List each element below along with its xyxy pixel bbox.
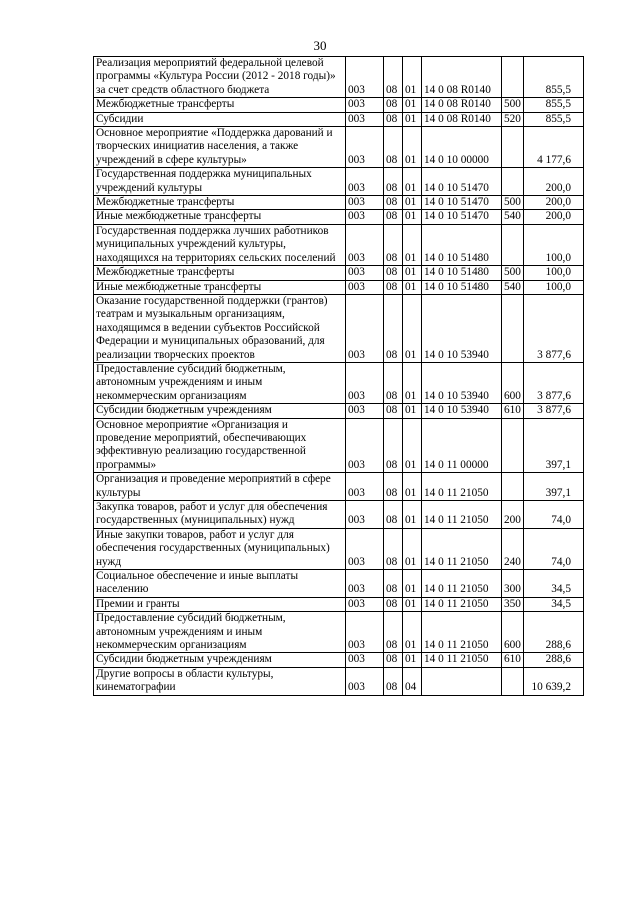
row-grbs-code: 003: [346, 168, 384, 196]
row-expense-type-code: 500: [502, 266, 524, 280]
row-grbs-code: 003: [346, 112, 384, 126]
table-row: [94, 210, 584, 224]
row-target-article-code: 14 0 10 53940: [422, 404, 502, 418]
row-amount: 200,0: [524, 168, 584, 196]
row-target-article-code: 14 0 11 21050: [422, 653, 502, 667]
row-target-article-code: 14 0 10 51480: [422, 266, 502, 280]
row-amount: 10 639,2: [524, 667, 584, 695]
row-expense-type-code: [502, 127, 524, 168]
row-subsection-code: 01: [403, 404, 422, 418]
row-name: Предоставление субсидий бюджетным, автономным учреждениям и иным некоммерческим организациям: [94, 362, 346, 403]
row-amount: 34,5: [524, 570, 584, 598]
row-target-article-code: 14 0 11 21050: [422, 528, 502, 569]
table-row: [94, 653, 584, 667]
row-name: Субсидии: [94, 112, 346, 126]
row-target-article-code: 14 0 10 51480: [422, 280, 502, 294]
row-subsection-code: 01: [403, 597, 422, 611]
row-subsection-code: 01: [403, 501, 422, 529]
row-amount: 74,0: [524, 528, 584, 569]
table-row: [94, 418, 584, 473]
row-grbs-code: 003: [346, 196, 384, 210]
row-grbs-code: 003: [346, 57, 384, 98]
row-section-code: 08: [384, 418, 403, 473]
row-amount: 34,5: [524, 597, 584, 611]
row-expense-type-code: 610: [502, 404, 524, 418]
row-amount: 4 177,6: [524, 127, 584, 168]
row-name: Иные закупки товаров, работ и услуг для обеспечения государственных (муниципальных) нужд: [94, 528, 346, 569]
table-row: [94, 667, 584, 695]
row-section-code: 08: [384, 667, 403, 695]
row-amount: 397,1: [524, 418, 584, 473]
table-row: [94, 294, 584, 362]
row-target-article-code: 14 0 08 R0140: [422, 57, 502, 98]
row-name: Государственная поддержка лучших работников муниципальных учреждений культуры, находящихся на территориях сельских поселений: [94, 224, 346, 265]
row-target-article-code: 14 0 10 51470: [422, 210, 502, 224]
row-target-article-code: 14 0 11 21050: [422, 473, 502, 501]
row-target-article-code: [422, 667, 502, 695]
row-subsection-code: 01: [403, 196, 422, 210]
row-section-code: 08: [384, 98, 403, 112]
table-row: [94, 570, 584, 598]
row-amount: 855,5: [524, 112, 584, 126]
row-grbs-code: 003: [346, 404, 384, 418]
row-grbs-code: 003: [346, 528, 384, 569]
row-grbs-code: 003: [346, 473, 384, 501]
row-grbs-code: 003: [346, 362, 384, 403]
page-number: 30: [313, 38, 327, 53]
budget-table-body: [94, 57, 584, 696]
row-subsection-code: 01: [403, 224, 422, 265]
table-row: [94, 98, 584, 112]
row-expense-type-code: [502, 473, 524, 501]
row-expense-type-code: [502, 418, 524, 473]
row-section-code: 08: [384, 112, 403, 126]
row-section-code: 08: [384, 653, 403, 667]
row-amount: 200,0: [524, 196, 584, 210]
table-row: [94, 501, 584, 529]
row-expense-type-code: [502, 168, 524, 196]
row-name: Субсидии бюджетным учреждениям: [94, 653, 346, 667]
table-row: [94, 473, 584, 501]
row-expense-type-code: 200: [502, 501, 524, 529]
row-expense-type-code: 240: [502, 528, 524, 569]
row-section-code: 08: [384, 597, 403, 611]
row-target-article-code: 14 0 08 R0140: [422, 98, 502, 112]
row-subsection-code: 01: [403, 280, 422, 294]
table-row: [94, 280, 584, 294]
row-amount: 74,0: [524, 501, 584, 529]
row-amount: 200,0: [524, 210, 584, 224]
row-name: Межбюджетные трансферты: [94, 98, 346, 112]
row-target-article-code: 14 0 08 R0140: [422, 112, 502, 126]
row-expense-type-code: 610: [502, 653, 524, 667]
row-section-code: 08: [384, 473, 403, 501]
row-grbs-code: 003: [346, 667, 384, 695]
row-section-code: 08: [384, 196, 403, 210]
row-section-code: 08: [384, 266, 403, 280]
row-name: Предоставление субсидий бюджетным, автономным учреждениям и иным некоммерческим организациям: [94, 612, 346, 653]
row-subsection-code: 01: [403, 112, 422, 126]
row-grbs-code: 003: [346, 418, 384, 473]
row-grbs-code: 003: [346, 98, 384, 112]
row-grbs-code: 003: [346, 570, 384, 598]
row-section-code: 08: [384, 570, 403, 598]
row-name: Субсидии бюджетным учреждениям: [94, 404, 346, 418]
table-row: [94, 57, 584, 98]
row-expense-type-code: 520: [502, 112, 524, 126]
row-section-code: 08: [384, 501, 403, 529]
row-expense-type-code: [502, 57, 524, 98]
row-subsection-code: 01: [403, 570, 422, 598]
row-grbs-code: 003: [346, 127, 384, 168]
row-expense-type-code: [502, 294, 524, 362]
row-name: Оказание государственной поддержки (грантов) театрам и музыкальным организациям, находящимся в ведении субъектов Российской Федерации и муниципальных образований, для реализации творческих проектов: [94, 294, 346, 362]
row-section-code: 08: [384, 127, 403, 168]
row-target-article-code: 14 0 10 51480: [422, 224, 502, 265]
row-grbs-code: 003: [346, 294, 384, 362]
row-expense-type-code: [502, 667, 524, 695]
row-amount: 3 877,6: [524, 404, 584, 418]
row-section-code: 08: [384, 362, 403, 403]
row-target-article-code: 14 0 11 21050: [422, 597, 502, 611]
row-amount: 100,0: [524, 280, 584, 294]
row-subsection-code: 01: [403, 210, 422, 224]
row-amount: 397,1: [524, 473, 584, 501]
row-section-code: 08: [384, 612, 403, 653]
row-section-code: 08: [384, 57, 403, 98]
row-expense-type-code: [502, 224, 524, 265]
row-name: Премии и гранты: [94, 597, 346, 611]
row-subsection-code: 04: [403, 667, 422, 695]
row-subsection-code: 01: [403, 57, 422, 98]
row-target-article-code: 14 0 10 51470: [422, 196, 502, 210]
row-section-code: 08: [384, 528, 403, 569]
row-name: Государственная поддержка муниципальных учреждений культуры: [94, 168, 346, 196]
row-amount: 855,5: [524, 57, 584, 98]
row-subsection-code: 01: [403, 294, 422, 362]
row-subsection-code: 01: [403, 612, 422, 653]
row-expense-type-code: 600: [502, 362, 524, 403]
row-section-code: 08: [384, 294, 403, 362]
row-name: Социальное обеспечение и иные выплаты населению: [94, 570, 346, 598]
row-target-article-code: 14 0 11 21050: [422, 570, 502, 598]
table-row: [94, 266, 584, 280]
row-expense-type-code: 500: [502, 98, 524, 112]
row-expense-type-code: 350: [502, 597, 524, 611]
row-grbs-code: 003: [346, 612, 384, 653]
row-grbs-code: 003: [346, 224, 384, 265]
row-amount: 288,6: [524, 653, 584, 667]
row-target-article-code: 14 0 11 00000: [422, 418, 502, 473]
row-subsection-code: 01: [403, 528, 422, 569]
row-grbs-code: 003: [346, 266, 384, 280]
table-row: [94, 168, 584, 196]
row-amount: 855,5: [524, 98, 584, 112]
row-subsection-code: 01: [403, 266, 422, 280]
row-subsection-code: 01: [403, 98, 422, 112]
row-amount: 3 877,6: [524, 294, 584, 362]
row-amount: 288,6: [524, 612, 584, 653]
row-subsection-code: 01: [403, 653, 422, 667]
row-grbs-code: 003: [346, 653, 384, 667]
row-name: Реализация мероприятий федеральной целевой программы «Культура России (2012 - 2018 годы)» за счет средств областного бюджета: [94, 57, 346, 98]
row-section-code: 08: [384, 404, 403, 418]
row-name: Закупка товаров, работ и услуг для обеспечения государственных (муниципальных) нужд: [94, 501, 346, 529]
row-name: Основное мероприятие «Организация и проведение мероприятий, обеспечивающих эффективную реализацию государственной программы»: [94, 418, 346, 473]
table-row: [94, 127, 584, 168]
table-row: [94, 112, 584, 126]
row-name: Основное мероприятие «Поддержка дарований и творческих инициатив населения, а также учреждений в сфере культуры»: [94, 127, 346, 168]
row-target-article-code: 14 0 11 21050: [422, 501, 502, 529]
row-section-code: 08: [384, 210, 403, 224]
row-target-article-code: 14 0 10 53940: [422, 294, 502, 362]
row-amount: 100,0: [524, 266, 584, 280]
table-row: [94, 597, 584, 611]
row-expense-type-code: 500: [502, 196, 524, 210]
row-subsection-code: 01: [403, 127, 422, 168]
row-name: Другие вопросы в области культуры, кинематографии: [94, 667, 346, 695]
row-section-code: 08: [384, 168, 403, 196]
row-expense-type-code: 540: [502, 280, 524, 294]
row-grbs-code: 003: [346, 597, 384, 611]
row-subsection-code: 01: [403, 473, 422, 501]
table-row: [94, 528, 584, 569]
row-name: Межбюджетные трансферты: [94, 266, 346, 280]
row-name: Межбюджетные трансферты: [94, 196, 346, 210]
row-target-article-code: 14 0 11 21050: [422, 612, 502, 653]
row-target-article-code: 14 0 10 51470: [422, 168, 502, 196]
row-subsection-code: 01: [403, 418, 422, 473]
row-section-code: 08: [384, 280, 403, 294]
row-amount: 100,0: [524, 224, 584, 265]
row-subsection-code: 01: [403, 362, 422, 403]
budget-table: [93, 56, 584, 696]
row-name: Иные межбюджетные трансферты: [94, 280, 346, 294]
row-subsection-code: 01: [403, 168, 422, 196]
table-row: [94, 196, 584, 210]
row-target-article-code: 14 0 10 00000: [422, 127, 502, 168]
table-row: [94, 612, 584, 653]
table-row: [94, 404, 584, 418]
row-name: Организация и проведение мероприятий в сфере культуры: [94, 473, 346, 501]
row-target-article-code: 14 0 10 53940: [422, 362, 502, 403]
row-amount: 3 877,6: [524, 362, 584, 403]
row-grbs-code: 003: [346, 210, 384, 224]
row-name: Иные межбюджетные трансферты: [94, 210, 346, 224]
row-expense-type-code: 540: [502, 210, 524, 224]
row-expense-type-code: 600: [502, 612, 524, 653]
table-row: [94, 224, 584, 265]
row-grbs-code: 003: [346, 280, 384, 294]
row-expense-type-code: 300: [502, 570, 524, 598]
row-section-code: 08: [384, 224, 403, 265]
table-row: [94, 362, 584, 403]
row-grbs-code: 003: [346, 501, 384, 529]
